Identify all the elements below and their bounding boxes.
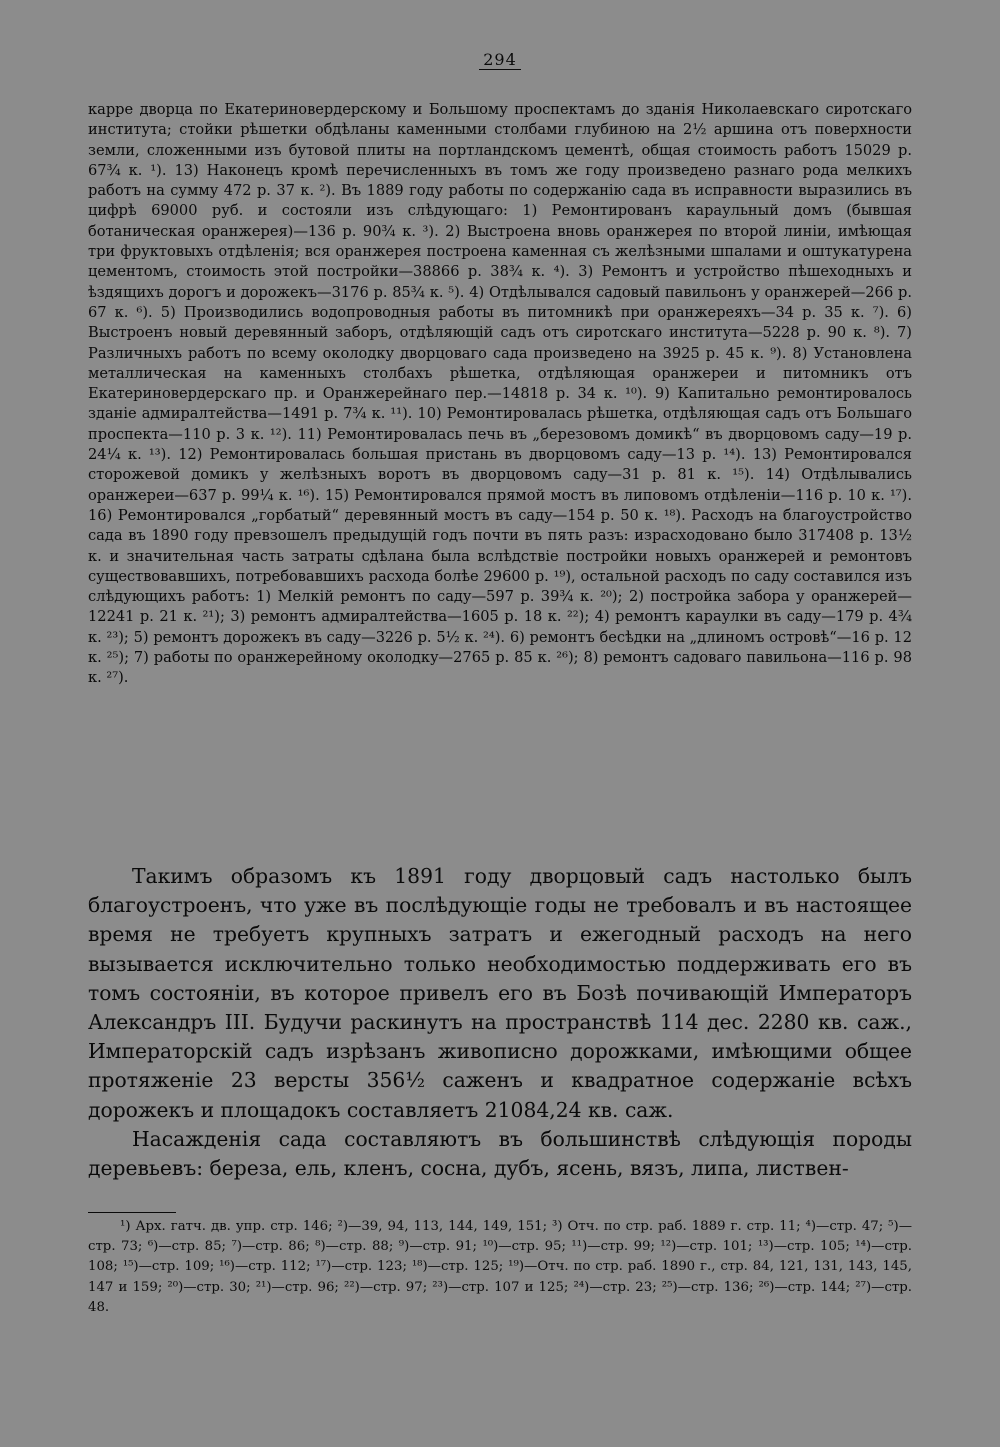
page-number: 294 xyxy=(0,50,1000,69)
main-paragraph: Такимъ образомъ къ 1891 году дворцовый садъ настолько былъ благоустроенъ, что уже въ послѣдующіе годы не требовалъ и въ настоящее время не требуетъ крупныхъ затратъ и ежегодный расходъ на него вызывается исключительно только необходимостью поддерживать его въ томъ состояніи, въ которое привелъ его въ Бозѣ почивающій Императоръ Александръ III. Будучи раскинутъ на пространствѣ 114 дес. 2280 кв. саж., Императорскій садъ изрѣзанъ живописно дорожками, имѣющими общее протяженіе 23 версты 356½ саженъ и квадратное содержаніе всѣхъ дорожекъ и площадокъ составляетъ 21084,24 кв. саж. xyxy=(88,864,912,1122)
small-print-paragraph: карре дворца по Екатериновердерскому и Большому проспектамъ до зданія Николаевскаго сиротскаго института; стойки рѣшетки обдѣланы каменными столбами глубиною на 2½ аршина отъ поверхности земли, сложенными изъ бутовой плиты на портландскомъ цементѣ, общая стоимость работъ 15029 р. 67¾ к. ¹). 13) Наконецъ кромѣ перечисленныхъ въ томъ же году произведено разнаго рода мелкихъ работъ на сумму 472 р. 37 к. ²). Въ 1889 году работы по содержанію сада въ исправности выразились въ цифрѣ 69000 руб. и состояли изъ слѣдующаго: 1) Ремонтированъ караульный домъ (бывшая ботаническая оранжерея)—136 р. 90¾ к. ³). 2) Выстроена вновь оранжерея по второй линіи, имѣющая три фруктовыхъ отдѣленія; вся оранжерея построена каменная съ желѣзными шпалами и оштукатурена цементомъ, стоимость этой постройки—38866 р. 38¾ к. ⁴). 3) Ремонтъ и устройство пѣшеходныхъ и ѣздящихъ дорогъ и дорожекъ—3176 р. 85¾ к. ⁵). 4) Отдѣлывался садовый павильонъ у оранжерей—266 р. 67 к. ⁶). 5) Производились водопроводныя работы въ питомникѣ при оранжереяхъ—34 р. 35 к. ⁷). 6) Выстроенъ новый деревянный заборъ, отдѣляющій садъ отъ сиротскаго института—5228 р. 90 к. ⁸). 7) Различныхъ работъ по всему околодку дворцоваго сада произведено на 3925 р. 45 к. ⁹). 8) Установлена металлическая на каменныхъ столбахъ рѣшетка, отдѣляющая оранжереи и питомникъ отъ Екатериновердерскаго пр. и Оранжерейнаго пер.—14818 р. 34 к. ¹⁰). 9) Капитально ремонтировалось зданіе адмиралтейства—1491 р. 7¾ к. ¹¹). 10) Ремонтировалась рѣшетка, отдѣляющая садъ отъ Большаго проспекта—110 р. 3 к. ¹²). 11) Ремонтировалась печь въ „березовомъ домикѣ“ въ дворцовомъ саду—19 р. 24¼ к. ¹³). 12) Ремонтировалась большая пристань въ дворцовомъ саду—13 р. ¹⁴). 13) Ремонтировался сторожевой домикъ у желѣзныхъ воротъ въ дворцовомъ саду—31 р. 81 к. ¹⁵). 14) Отдѣлывались оранжереи—637 р. 99¼ к. ¹⁶). 15) Ремонтировался прямой мостъ въ липовомъ отдѣленіи—116 р. 10 к. ¹⁷). 16) Ремонтировался „горбатый“ деревянный мостъ въ саду—154 р. 50 к. ¹⁸). Расходъ на благоустройство сада въ 1890 году превзошелъ предыдущій годъ почти въ пять разъ: израсходовано было 317408 р. 13½ к. и значительная часть затраты сдѣлана была вслѣдствіе постройки новыхъ оранжерей и ремонтовъ существовавшихъ, потребовавшихъ расхода болѣе 29600 р. ¹⁹), остальной расходъ по саду составился изъ слѣдующихъ работъ: 1) Мелкій ремонтъ по саду—597 р. 39¾ к. ²⁰); 2) постройка забора у оранжерей—12241 р. 21 к. ²¹); 3) ремонтъ адмиралтейства—1605 р. 18 к. ²²); 4) ремонтъ караулки въ саду—179 р. 4¾ к. ²³); 5) ремонтъ дорожекъ въ саду—3226 р. 5½ к. ²⁴). 6) ремонтъ бесѣдки на „длиномъ островѣ“—16 р. 12 к. ²⁵); 7) работы по оранжерейному околодку—2765 р. 85 к. ²⁶); 8) ремонтъ садоваго павильона—116 р. 98 к. ²⁷). xyxy=(88,101,912,687)
footnotes xyxy=(88,1217,912,1318)
footnote-divider xyxy=(88,1212,176,1213)
main-text xyxy=(88,862,912,1183)
footnote-text: ¹) Арх. гатч. дв. упр. стр. 146; ²)—39, 94, 113, 144, 149, 151; ³) Отч. по стр. раб. 1889 г. стр. 11; ⁴)—стр. 47; ⁵)—стр. 73; ⁶)—стр. 85; ⁷)—стр. 86; ⁸)—стр. 88; ⁹)—стр. 91; ¹⁰)—стр. 95; ¹¹)—стр. 99; ¹²)—стр. 101; ¹³)—стр. 105; ¹⁴)—стр. 108; ¹⁵)—стр. 109; ¹⁶)—стр. 112; ¹⁷)—стр. 123; ¹⁸)—стр. 125; ¹⁹)—Отч. по стр. раб. 1890 г., стр. 84, 121, 131, 143, 145, 147 и 159; ²⁰)—стр. 30; ²¹)—стр. 96; ²²)—стр. 97; ²³)—стр. 107 и 125; ²⁴)—стр. 23; ²⁵)—стр. 136; ²⁶)—стр. 144; ²⁷)—стр. 48. xyxy=(88,1219,912,1315)
main-paragraph: Насажденія сада составляютъ въ большинствѣ слѣдующія породы деревьевъ: береза, ель, кленъ, сосна, дубъ, ясень, вязъ, липа, листвен- xyxy=(88,1126,912,1181)
